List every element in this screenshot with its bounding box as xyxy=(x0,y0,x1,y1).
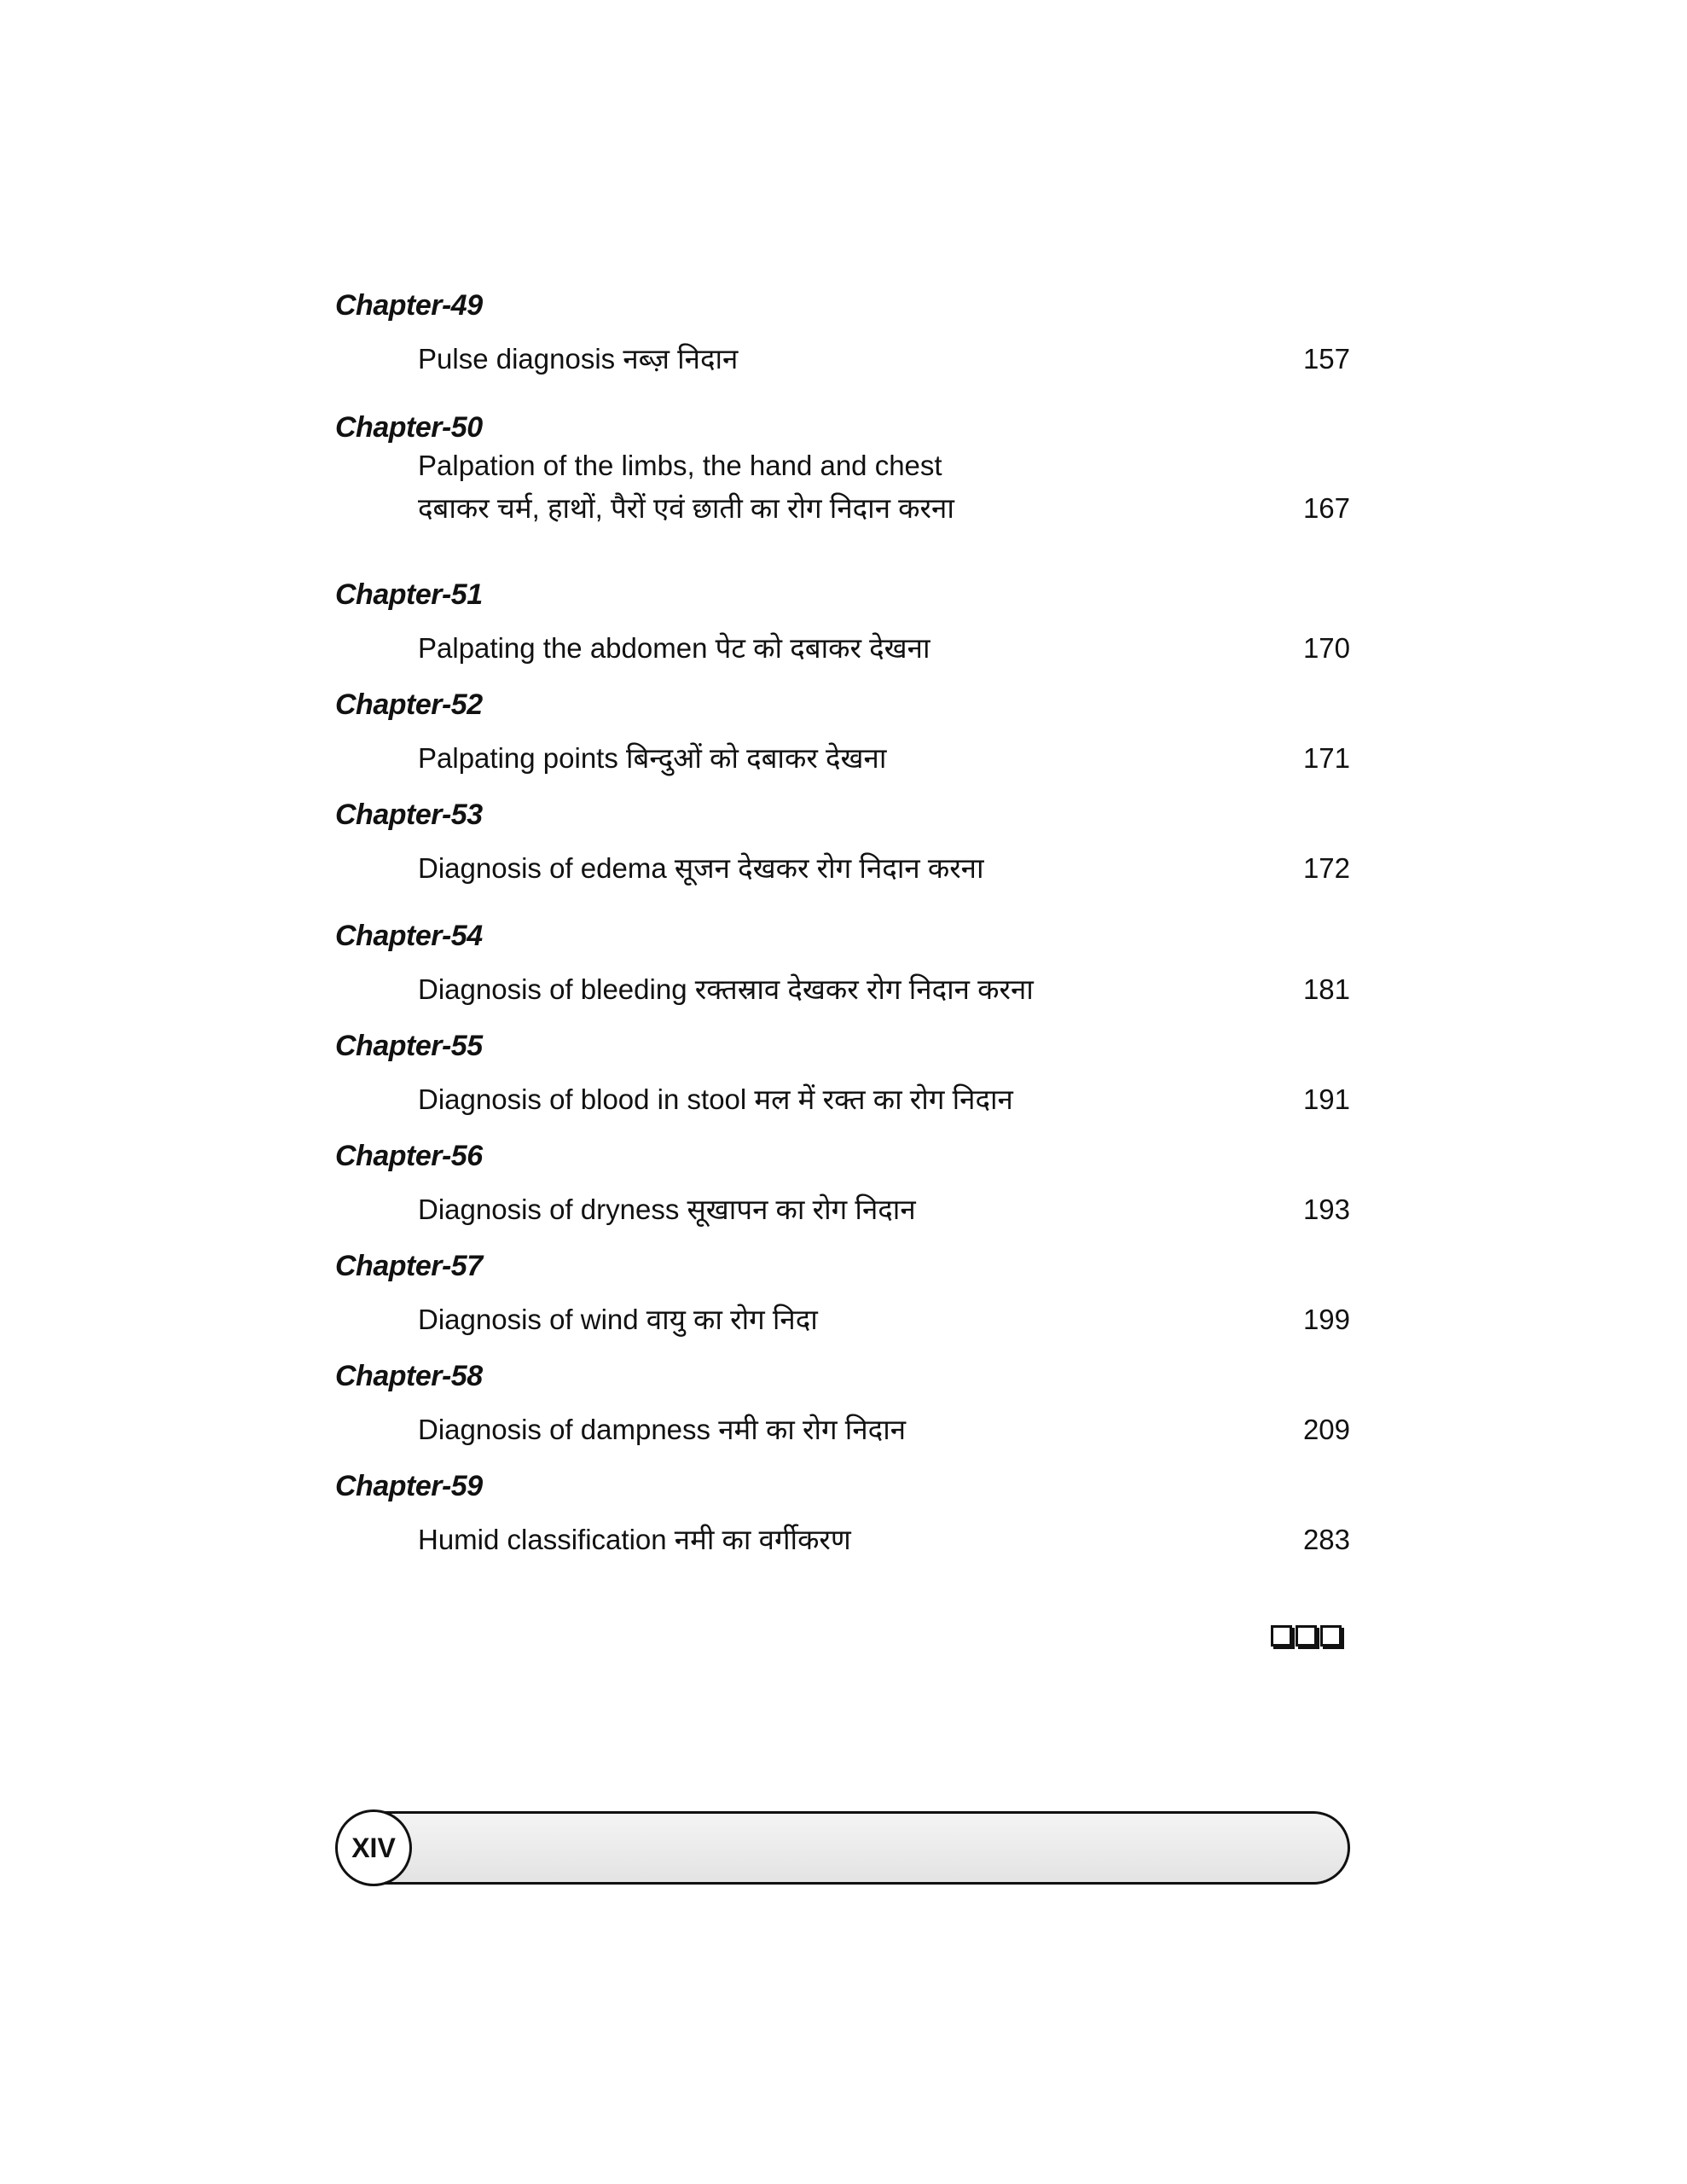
chapter-heading: Chapter-56 xyxy=(335,1140,483,1172)
chapter-heading: Chapter-51 xyxy=(335,578,483,611)
entry-title: Diagnosis of bleeding रक्तस्राव देखकर रोग निदान करना xyxy=(418,973,1034,1005)
entry-page-number: 167 xyxy=(1302,492,1350,524)
entry-title: Diagnosis of wind वायु का रोग निदा xyxy=(418,1304,818,1335)
entry-page-number: 283 xyxy=(1302,1524,1350,1555)
entry-page-number: 199 xyxy=(1302,1304,1350,1335)
toc-chapter-59 xyxy=(335,1469,1350,1561)
toc-entry xyxy=(418,444,1350,530)
chapter-heading: Chapter-57 xyxy=(335,1250,483,1282)
square-bullet-icon xyxy=(1320,1625,1342,1647)
entry-page-number: 191 xyxy=(1302,1083,1350,1115)
entry-title-line-2: दबाकर चर्म, हाथों, पैरों एवं छाती का रोग निदान करना xyxy=(418,492,954,524)
entry-title: Humid classification नमी का वर्गीकरण xyxy=(418,1524,851,1555)
entry-title: Pulse diagnosis नब्ज़ निदान xyxy=(418,343,739,375)
toc-entry xyxy=(418,1519,1350,1561)
entry-title: Diagnosis of dampness नमी का रोग निदान xyxy=(418,1414,907,1445)
toc-entry xyxy=(418,627,1350,670)
toc-chapter-51 xyxy=(335,578,1350,670)
toc-chapter-58 xyxy=(335,1359,1350,1451)
toc-entry xyxy=(418,737,1350,780)
toc-entry xyxy=(418,1188,1350,1231)
chapter-heading: Chapter-55 xyxy=(335,1030,483,1062)
page-number: XIV xyxy=(351,1832,396,1863)
toc-chapter-55 xyxy=(335,1029,1350,1121)
square-bullet-icon xyxy=(1296,1625,1317,1647)
toc-chapter-57 xyxy=(335,1249,1350,1341)
chapter-heading: Chapter-58 xyxy=(335,1360,483,1392)
footer-bar xyxy=(337,1811,1350,1885)
entry-page-number: 157 xyxy=(1302,343,1350,375)
toc-entry xyxy=(418,1078,1350,1121)
toc-entry xyxy=(418,847,1350,890)
toc-chapter-52 xyxy=(335,688,1350,780)
entry-title-line-1: Palpation of the limbs, the hand and chest xyxy=(418,450,942,481)
chapter-heading: Chapter-50 xyxy=(335,411,483,444)
entry-title: Diagnosis of blood in stool मल में रक्त का रोग निदान xyxy=(418,1083,1013,1115)
toc-entry xyxy=(418,1409,1350,1451)
page-number-badge xyxy=(335,1809,412,1886)
chapter-heading: Chapter-49 xyxy=(335,289,483,322)
toc-chapter-49 xyxy=(335,288,1350,380)
entry-page-number: 181 xyxy=(1302,973,1350,1005)
chapter-heading: Chapter-53 xyxy=(335,799,483,831)
entry-page-number: 171 xyxy=(1302,742,1350,774)
entry-title: Palpating the abdomen पेट को दबाकर देखना xyxy=(418,632,930,664)
chapter-heading: Chapter-52 xyxy=(335,688,483,721)
entry-page-number: 193 xyxy=(1302,1194,1350,1225)
chapter-heading: Chapter-59 xyxy=(335,1470,483,1502)
toc-entry xyxy=(418,1298,1350,1341)
toc-entry xyxy=(418,968,1350,1011)
square-bullet-icon xyxy=(1271,1625,1292,1647)
entry-page-number: 170 xyxy=(1302,632,1350,664)
toc-chapter-54 xyxy=(335,919,1350,1011)
chapter-heading: Chapter-54 xyxy=(335,920,483,952)
toc-chapter-50 xyxy=(335,410,1350,530)
entry-title: Palpating points बिन्दुओं को दबाकर देखना xyxy=(418,742,887,774)
entry-title: Diagnosis of dryness सूखापन का रोग निदान xyxy=(418,1194,916,1225)
toc-chapter-53 xyxy=(335,798,1350,890)
entry-title: Diagnosis of edema सूजन देखकर रोग निदान करना xyxy=(418,852,984,884)
toc-entry xyxy=(418,338,1350,380)
entry-page-number: 209 xyxy=(1302,1414,1350,1445)
entry-page-number: 172 xyxy=(1302,852,1350,884)
end-of-section-squares-icon xyxy=(1271,1625,1342,1647)
toc-chapter-56 xyxy=(335,1139,1350,1231)
